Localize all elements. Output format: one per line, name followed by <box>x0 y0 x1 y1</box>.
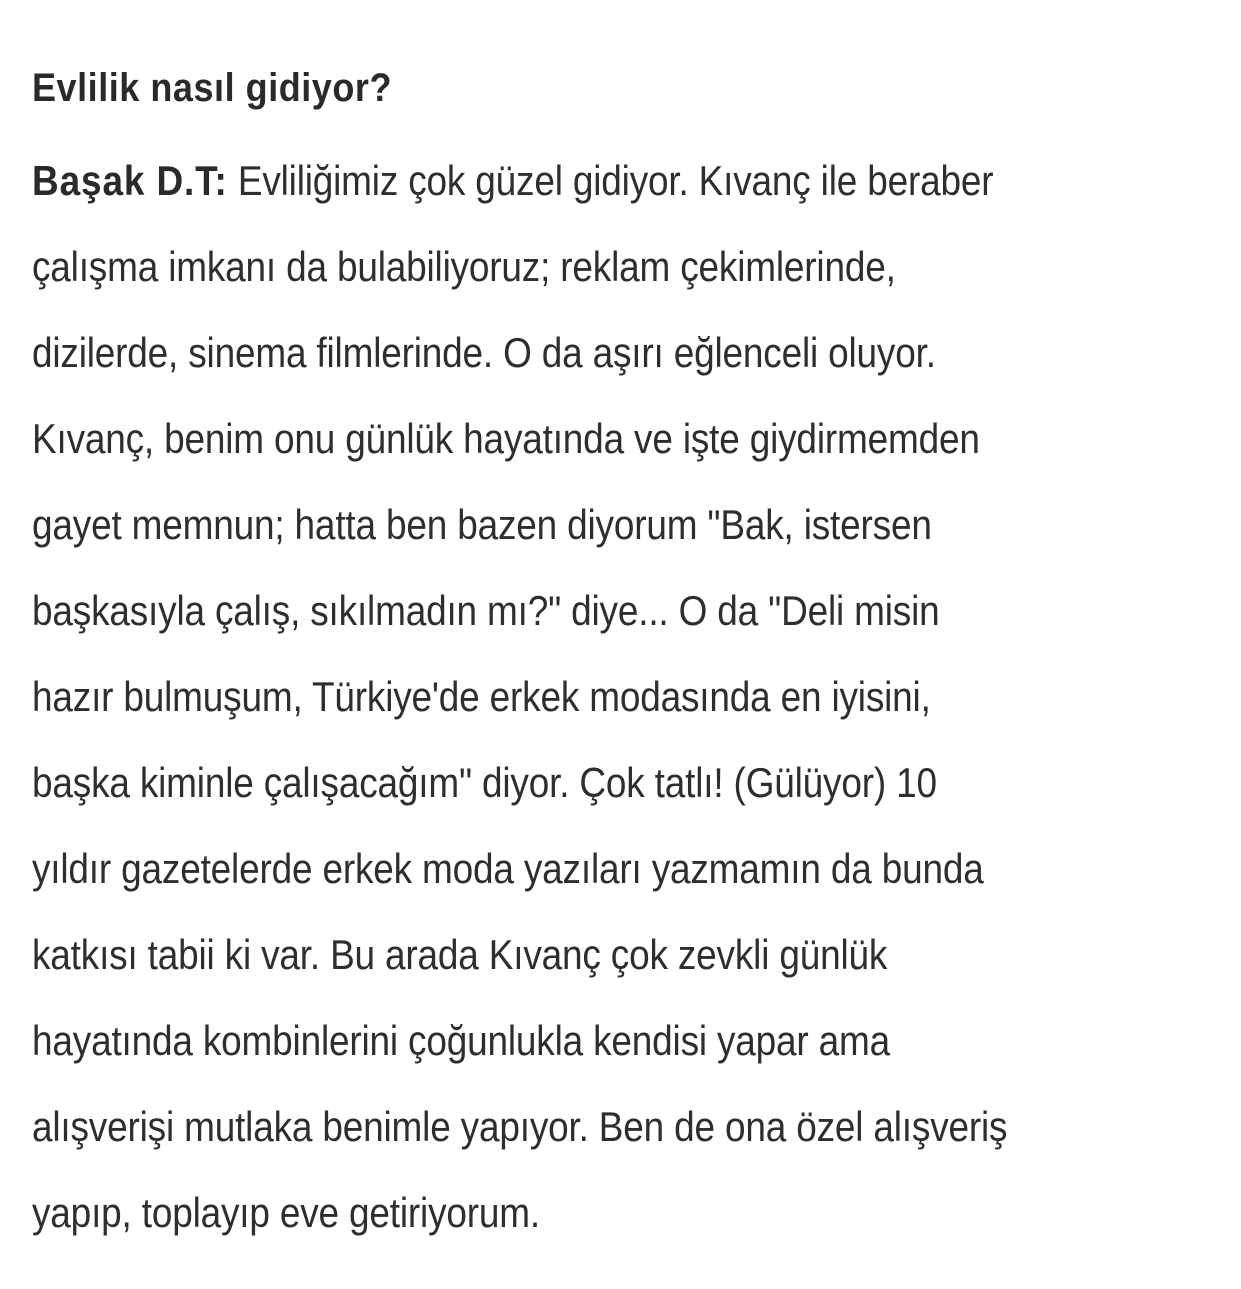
answer-line-text: Evliliğimiz çok güzel gidiyor. Kıvanç ile beraber <box>237 157 994 204</box>
answer-line: katkısı tabii ki var. Bu arada Kıvanç çok zevkli günlük <box>32 931 888 978</box>
interview-question: Evlilik nasıl gidiyor? <box>32 66 392 110</box>
answer-line: yapıp, toplayıp eve getiriyorum. <box>32 1189 540 1236</box>
answer-line: çalışma imkanı da bulabiliyoruz; reklam çekimlerinde, <box>32 243 896 290</box>
answer-line: dizilerde, sinema filmlerinde. O da aşırı eğlenceli oluyor. <box>32 329 936 376</box>
answer-line: alışverişi mutlaka benimle yapıyor. Ben de ona özel alışveriş <box>32 1103 1008 1150</box>
answer-line: gayet memnun; hatta ben bazen diyorum "Bak, istersen <box>32 501 932 548</box>
answer-line: Kıvanç, benim onu günlük hayatında ve işte giydirmemden <box>32 415 980 462</box>
answer-line: hayatında kombinlerini çoğunlukla kendisi yapar ama <box>32 1017 891 1064</box>
answer-line: başkasıyla çalış, sıkılmadın mı?" diye... O da "Deli misin <box>32 587 940 634</box>
answer-line <box>32 138 1079 224</box>
interview-answer <box>32 138 1222 1256</box>
speaker-name: Başak D.T: <box>32 157 228 204</box>
answer-line: hazır bulmuşum, Türkiye'de erkek modasında en iyisini, <box>32 673 931 720</box>
article <box>32 52 1222 1256</box>
answer-line: başka kiminle çalışacağım" diyor. Çok tatlı! (Gülüyor) 10 <box>32 759 937 806</box>
answer-line: yıldır gazetelerde erkek moda yazıları yazmamın da bunda <box>32 845 984 892</box>
